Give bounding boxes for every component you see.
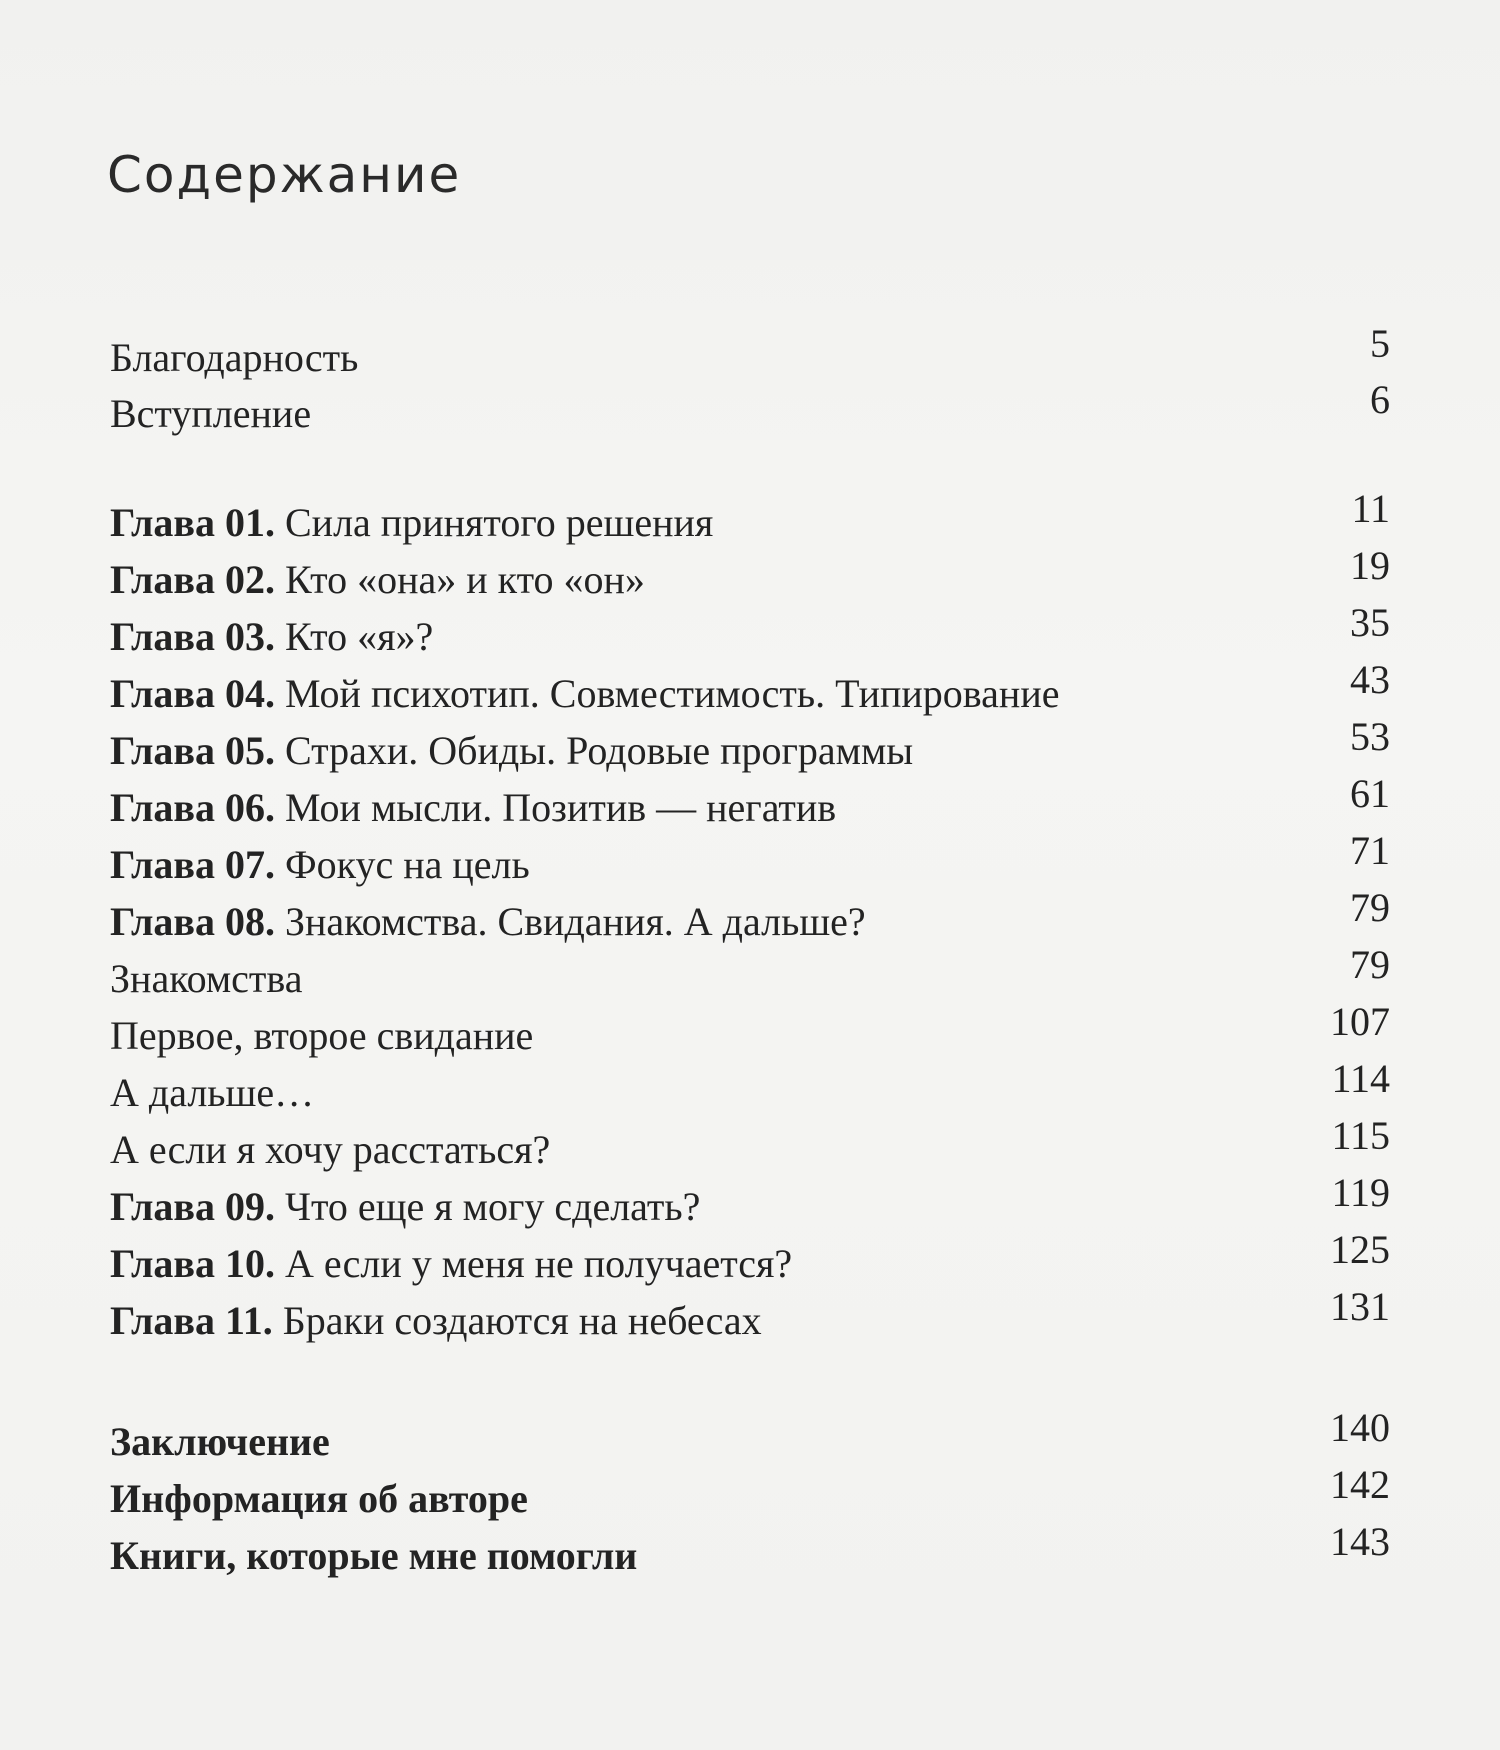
toc-entry-introduction (110, 377, 1390, 442)
toc-entry-subsection (110, 1056, 1390, 1121)
toc-page-number: 79 (1350, 942, 1390, 987)
toc-entry-label (110, 837, 530, 893)
toc-entry-label: Вступление (110, 391, 312, 436)
chapter-prefix: Глава 10. (110, 1241, 275, 1286)
toc-entry-chapter-03 (110, 600, 1390, 665)
toc-entry-label (110, 723, 913, 779)
chapter-prefix: Глава 11. (110, 1298, 273, 1343)
chapter-prefix: Глава 03. (110, 614, 275, 659)
toc-page-number: 19 (1350, 543, 1390, 588)
chapter-title: Кто «она» и кто «он» (274, 557, 645, 602)
toc-page-number: 131 (1330, 1284, 1390, 1329)
chapter-title: Страхи. Обиды. Родовые программы (274, 728, 914, 773)
toc-page-number: 119 (1331, 1170, 1390, 1215)
toc-entry-label: Заключение (110, 1419, 330, 1464)
chapter-prefix: Глава 08. (110, 899, 275, 944)
toc-page-number: 43 (1350, 657, 1390, 702)
chapter-title: А если у меня не получается? (274, 1241, 793, 1286)
toc-page-number: 79 (1350, 885, 1390, 930)
toc-entry-label (110, 666, 1059, 722)
toc-page-number: 115 (1331, 1113, 1390, 1158)
chapter-prefix: Глава 01. (110, 500, 275, 545)
chapter-title: Сила принятого решения (274, 500, 714, 545)
chapter-title: Мой психотип. Совместимость. Типирование (274, 671, 1060, 716)
toc-entry-chapter-06 (110, 771, 1390, 836)
toc-entry-chapter-09 (110, 1170, 1390, 1235)
toc-entry-about-author (110, 1462, 1390, 1527)
toc-entry-chapter-05 (110, 714, 1390, 779)
chapter-title: Браки создаются на небесах (272, 1298, 762, 1343)
toc-entry-chapter-04 (110, 657, 1390, 722)
toc-entry-chapter-10 (110, 1227, 1390, 1292)
toc-entry-label: Первое, второе свидание (110, 1013, 534, 1058)
chapter-prefix: Глава 07. (110, 842, 275, 887)
toc-entry-chapter-02 (110, 543, 1390, 608)
chapter-title: Мои мысли. Позитив — негатив (274, 785, 837, 830)
toc-entry-chapter-07 (110, 828, 1390, 893)
toc-page-number: 125 (1330, 1227, 1390, 1272)
toc-page-number: 53 (1350, 714, 1390, 759)
toc-entry-subsection (110, 1113, 1390, 1178)
toc-entry-books (110, 1519, 1390, 1584)
toc-page-number: 71 (1350, 828, 1390, 873)
chapter-prefix: Глава 06. (110, 785, 275, 830)
toc-page-number: 114 (1331, 1056, 1390, 1101)
toc-page-number: 142 (1330, 1462, 1390, 1507)
chapter-prefix: Глава 02. (110, 557, 275, 602)
toc-entry-label: Благодарность (110, 335, 359, 380)
toc-entry-subsection (110, 942, 1390, 1007)
toc-entry-label: Знакомства (110, 956, 303, 1001)
toc-entry-chapter-11 (110, 1284, 1390, 1349)
chapter-title: Кто «я»? (274, 614, 434, 659)
toc-entry-acknowledgements (110, 321, 1390, 386)
chapter-title: Что еще я могу сделать? (274, 1184, 701, 1229)
toc-entry-chapter-08 (110, 885, 1390, 950)
toc-entry-label (110, 1179, 700, 1235)
toc-page-number: 143 (1330, 1519, 1390, 1564)
toc-page-number: 61 (1350, 771, 1390, 816)
toc-entry-label (110, 552, 645, 608)
chapter-prefix: Глава 05. (110, 728, 275, 773)
chapter-prefix: Глава 04. (110, 671, 275, 716)
toc-page-number: 35 (1350, 600, 1390, 645)
toc-page-number: 6 (1370, 377, 1390, 422)
toc-entry-label (110, 780, 836, 836)
toc-entry-label: А если я хочу расстаться? (110, 1127, 551, 1172)
toc-page-number: 11 (1351, 486, 1390, 531)
toc-page-number: 107 (1330, 999, 1390, 1044)
toc-entry-label (110, 1293, 762, 1349)
toc-page-number: 140 (1330, 1405, 1390, 1450)
toc-entry-label: Информация об авторе (110, 1476, 528, 1521)
chapter-title: Фокус на цель (274, 842, 530, 887)
toc-entry-label (110, 894, 866, 950)
toc-entry-label: А дальше… (110, 1070, 315, 1115)
toc-entry-subsection (110, 999, 1390, 1064)
page-title: Содержание (107, 146, 462, 204)
toc-entry-label (110, 609, 433, 665)
toc-page-number: 5 (1370, 321, 1390, 366)
toc-entry-chapter-01 (110, 486, 1390, 551)
toc-entry-label: Книги, которые мне помогли (110, 1533, 638, 1578)
toc-entry-label (110, 1236, 792, 1292)
toc-entry-conclusion (110, 1405, 1390, 1470)
toc-entry-label (110, 495, 713, 551)
chapter-prefix: Глава 09. (110, 1184, 275, 1229)
chapter-title: Знакомства. Свидания. А дальше? (274, 899, 866, 944)
